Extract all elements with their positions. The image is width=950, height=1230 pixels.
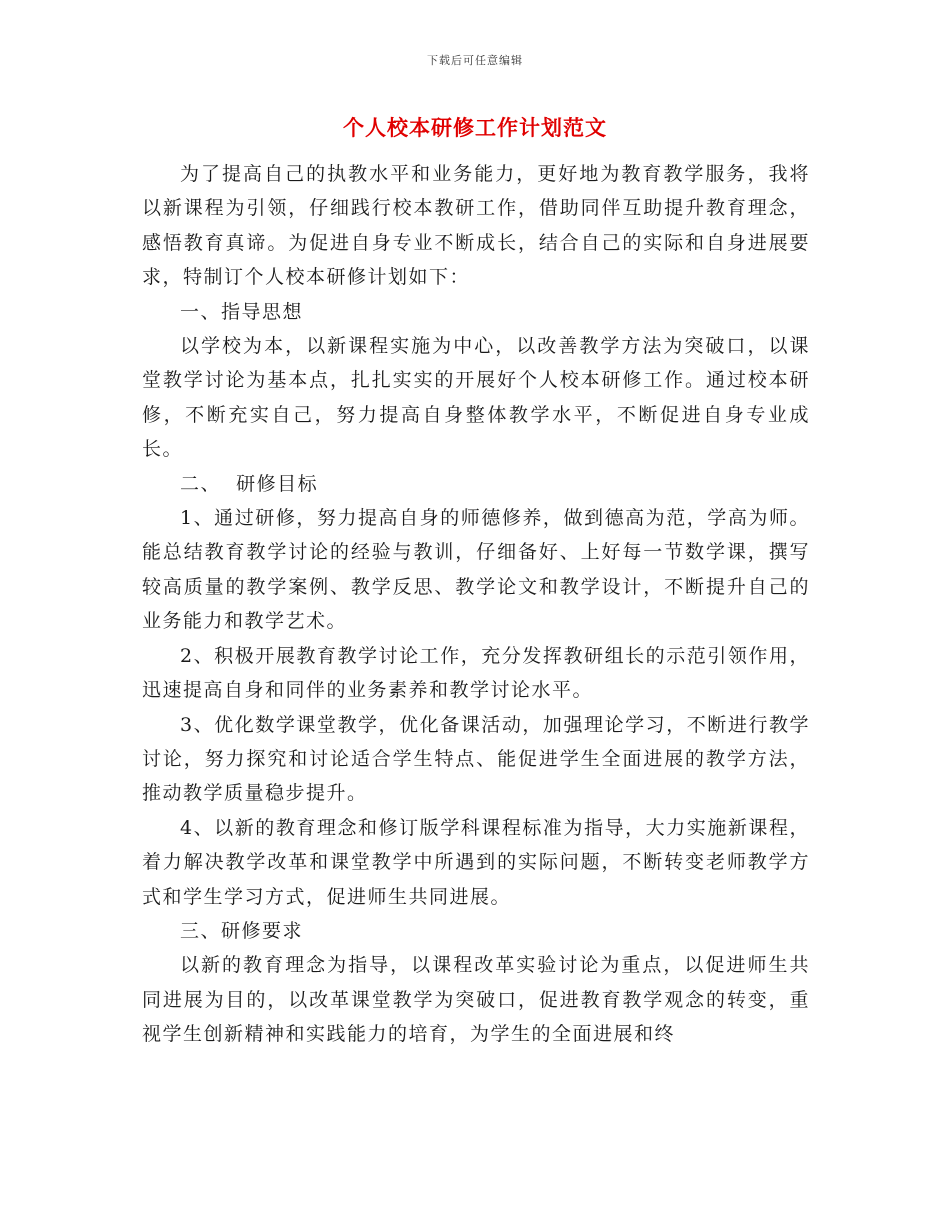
- paragraph-goal-4: 4、以新的教育理念和修订版学科课程标准为指导，大力实施新课程，着力解决教学改革和课堂教学中所遇到的实际问题，不断转变老师教学方式和学生学习方式，促进师生共同进展。: [142, 816, 810, 908]
- document-body: [142, 157, 810, 1052]
- paragraph-requirements: 以新的教育理念为指导，以课程改革实验讨论为重点，以促进师生共同进展为目的，以改革课堂教学为突破口，促进教育教学观念的转变，重视学生创新精神和实践能力的培育，为学生的全面进展和终: [142, 954, 810, 1046]
- paragraph-goal-3: 3、优化数学课堂教学，优化备课活动，加强理论学习，不断进行教学讨论，努力探究和讨论适合学生特点、能促进学生全面进展的教学方法，推动教学质量稳步提升。: [142, 713, 810, 805]
- paragraph-guiding-thought: 以学校为本，以新课程实施为中心，以改善教学方法为突破口，以课堂教学讨论为基本点，扎扎实实的开展好个人校本研修工作。通过校本研修，不断充实自己，努力提高自身整体教学水平，不断促进自身专业成长。: [142, 335, 810, 461]
- document-title: 个人校本研修工作计划范文: [343, 116, 607, 140]
- paragraph-goal-1: 1、通过研修，努力提高自身的师德修养，做到德高为范，学高为师。能总结教育教学讨论的经验与教训，仔细备好、上好每一节数学课，撰写较高质量的教学案例、教学反思、教学论文和教学设计，不断提升自己的业务能力和教学艺术。: [142, 507, 810, 633]
- page-header: 下载后可任意编辑: [427, 54, 523, 67]
- section-heading-research-requirements: 三、研修要求: [180, 919, 304, 942]
- section-heading-guiding-thought: 一、指导思想: [180, 300, 304, 323]
- paragraph-goal-2: 2、积极开展教育教学讨论工作，充分发挥教研组长的示范引领作用，迅速提高自身和同伴的业务素养和教学讨论水平。: [142, 644, 810, 702]
- paragraph-intro: 为了提高自己的执教水平和业务能力，更好地为教育教学服务，我将以新课程为引领，仔细践行校本教研工作，借助同伴互助提升教育理念，感悟教育真谛。为促进自身专业不断成长，结合自己的实际和自身进展要求，特制订个人校本研修计划如下：: [142, 163, 810, 289]
- section-heading-research-goals: 二、 研修目标: [180, 472, 319, 495]
